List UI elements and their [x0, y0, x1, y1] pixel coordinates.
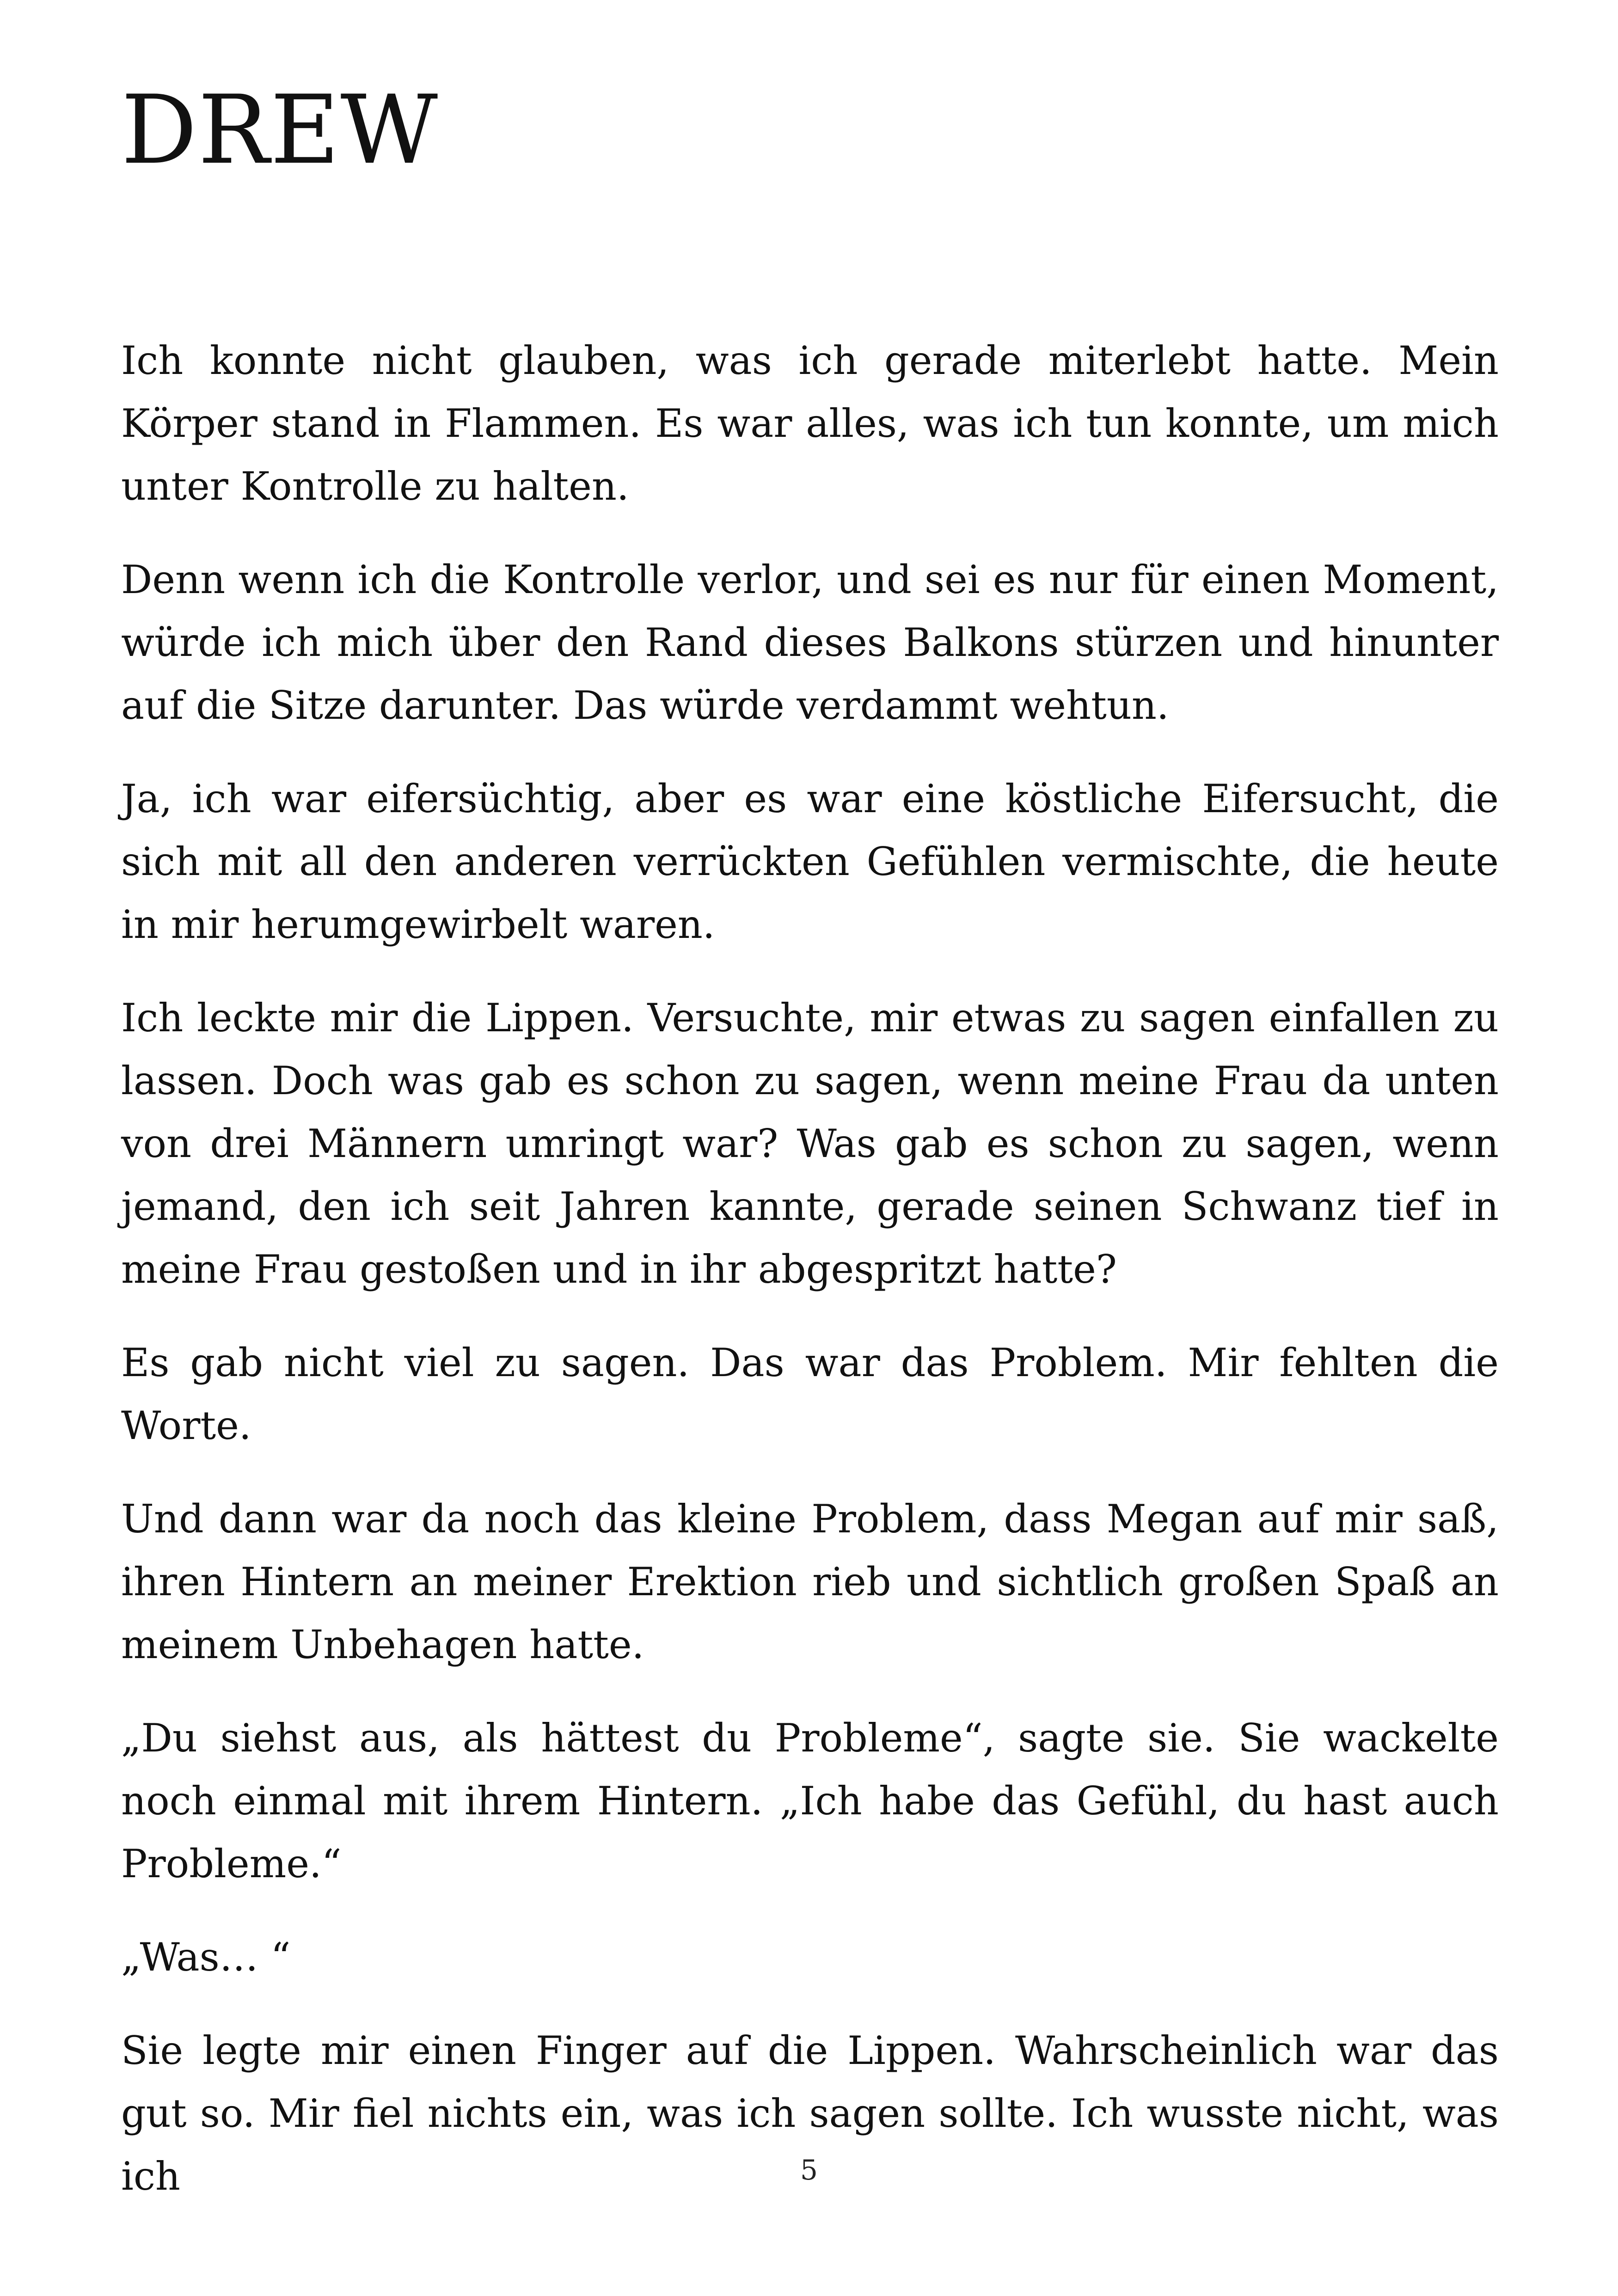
paragraph: Ich leckte mir die Lippen. Versuchte, mir etwas zu sagen einfallen zu lassen. Doch was gab es schon zu sagen, wenn meine Frau da unten von drei Männern umringt war? Was gab es schon zu sagen, wenn jemand, den ich seit Jahren kannte, gerade seinen Schwanz tief in meine Frau gestoßen und in ihr abgespritzt hatte? — [121, 995, 1499, 1292]
paragraph: Es gab nicht viel zu sagen. Das war das Problem. Mir fehlten die Worte. — [121, 1340, 1499, 1448]
chapter-title: DREW — [121, 75, 439, 185]
page-number: 5 — [800, 2154, 818, 2186]
paragraph: „Du siehst aus, als hättest du Probleme“, sagte sie. Sie wackelte noch einmal mit ihrem Hintern. „Ich habe das Gefühl, du hast auch Probleme.“ — [121, 1715, 1499, 1886]
paragraph: Ich konnte nicht glauben, was ich gerade miterlebt hatte. Mein Körper stand in Flammen. Es war alles, was ich tun konnte, um mich unter Kontrolle zu halten. — [121, 338, 1499, 509]
paragraph: Sie legte mir einen Finger auf die Lippen. Wahrscheinlich war das gut so. Mir fiel nichts ein, was ich sagen sollte. Ich wusste nicht, was ich — [121, 2028, 1499, 2199]
paragraph: Und dann war da noch das kleine Problem, dass Megan auf mir saß, ihren Hintern an meiner Erektion rieb und sichtlich großen Spaß an meinem Unbehagen hatte. — [121, 1496, 1499, 1667]
paragraph: „Was… “ — [121, 1935, 291, 1980]
paragraph: Denn wenn ich die Kontrolle verlor, und sei es nur für einen Moment, würde ich mich über den Rand dieses Balkons stürzen und hinunter auf die Sitze darunter. Das würde verdammt wehtun. — [121, 557, 1499, 728]
body-text — [121, 329, 1499, 2238]
paragraph: Ja, ich war eifersüchtig, aber es war eine köstliche Eifersucht, die sich mit all den anderen verrückten Gefühlen vermischte, die heute in mir herumgewirbelt waren. — [121, 776, 1499, 947]
